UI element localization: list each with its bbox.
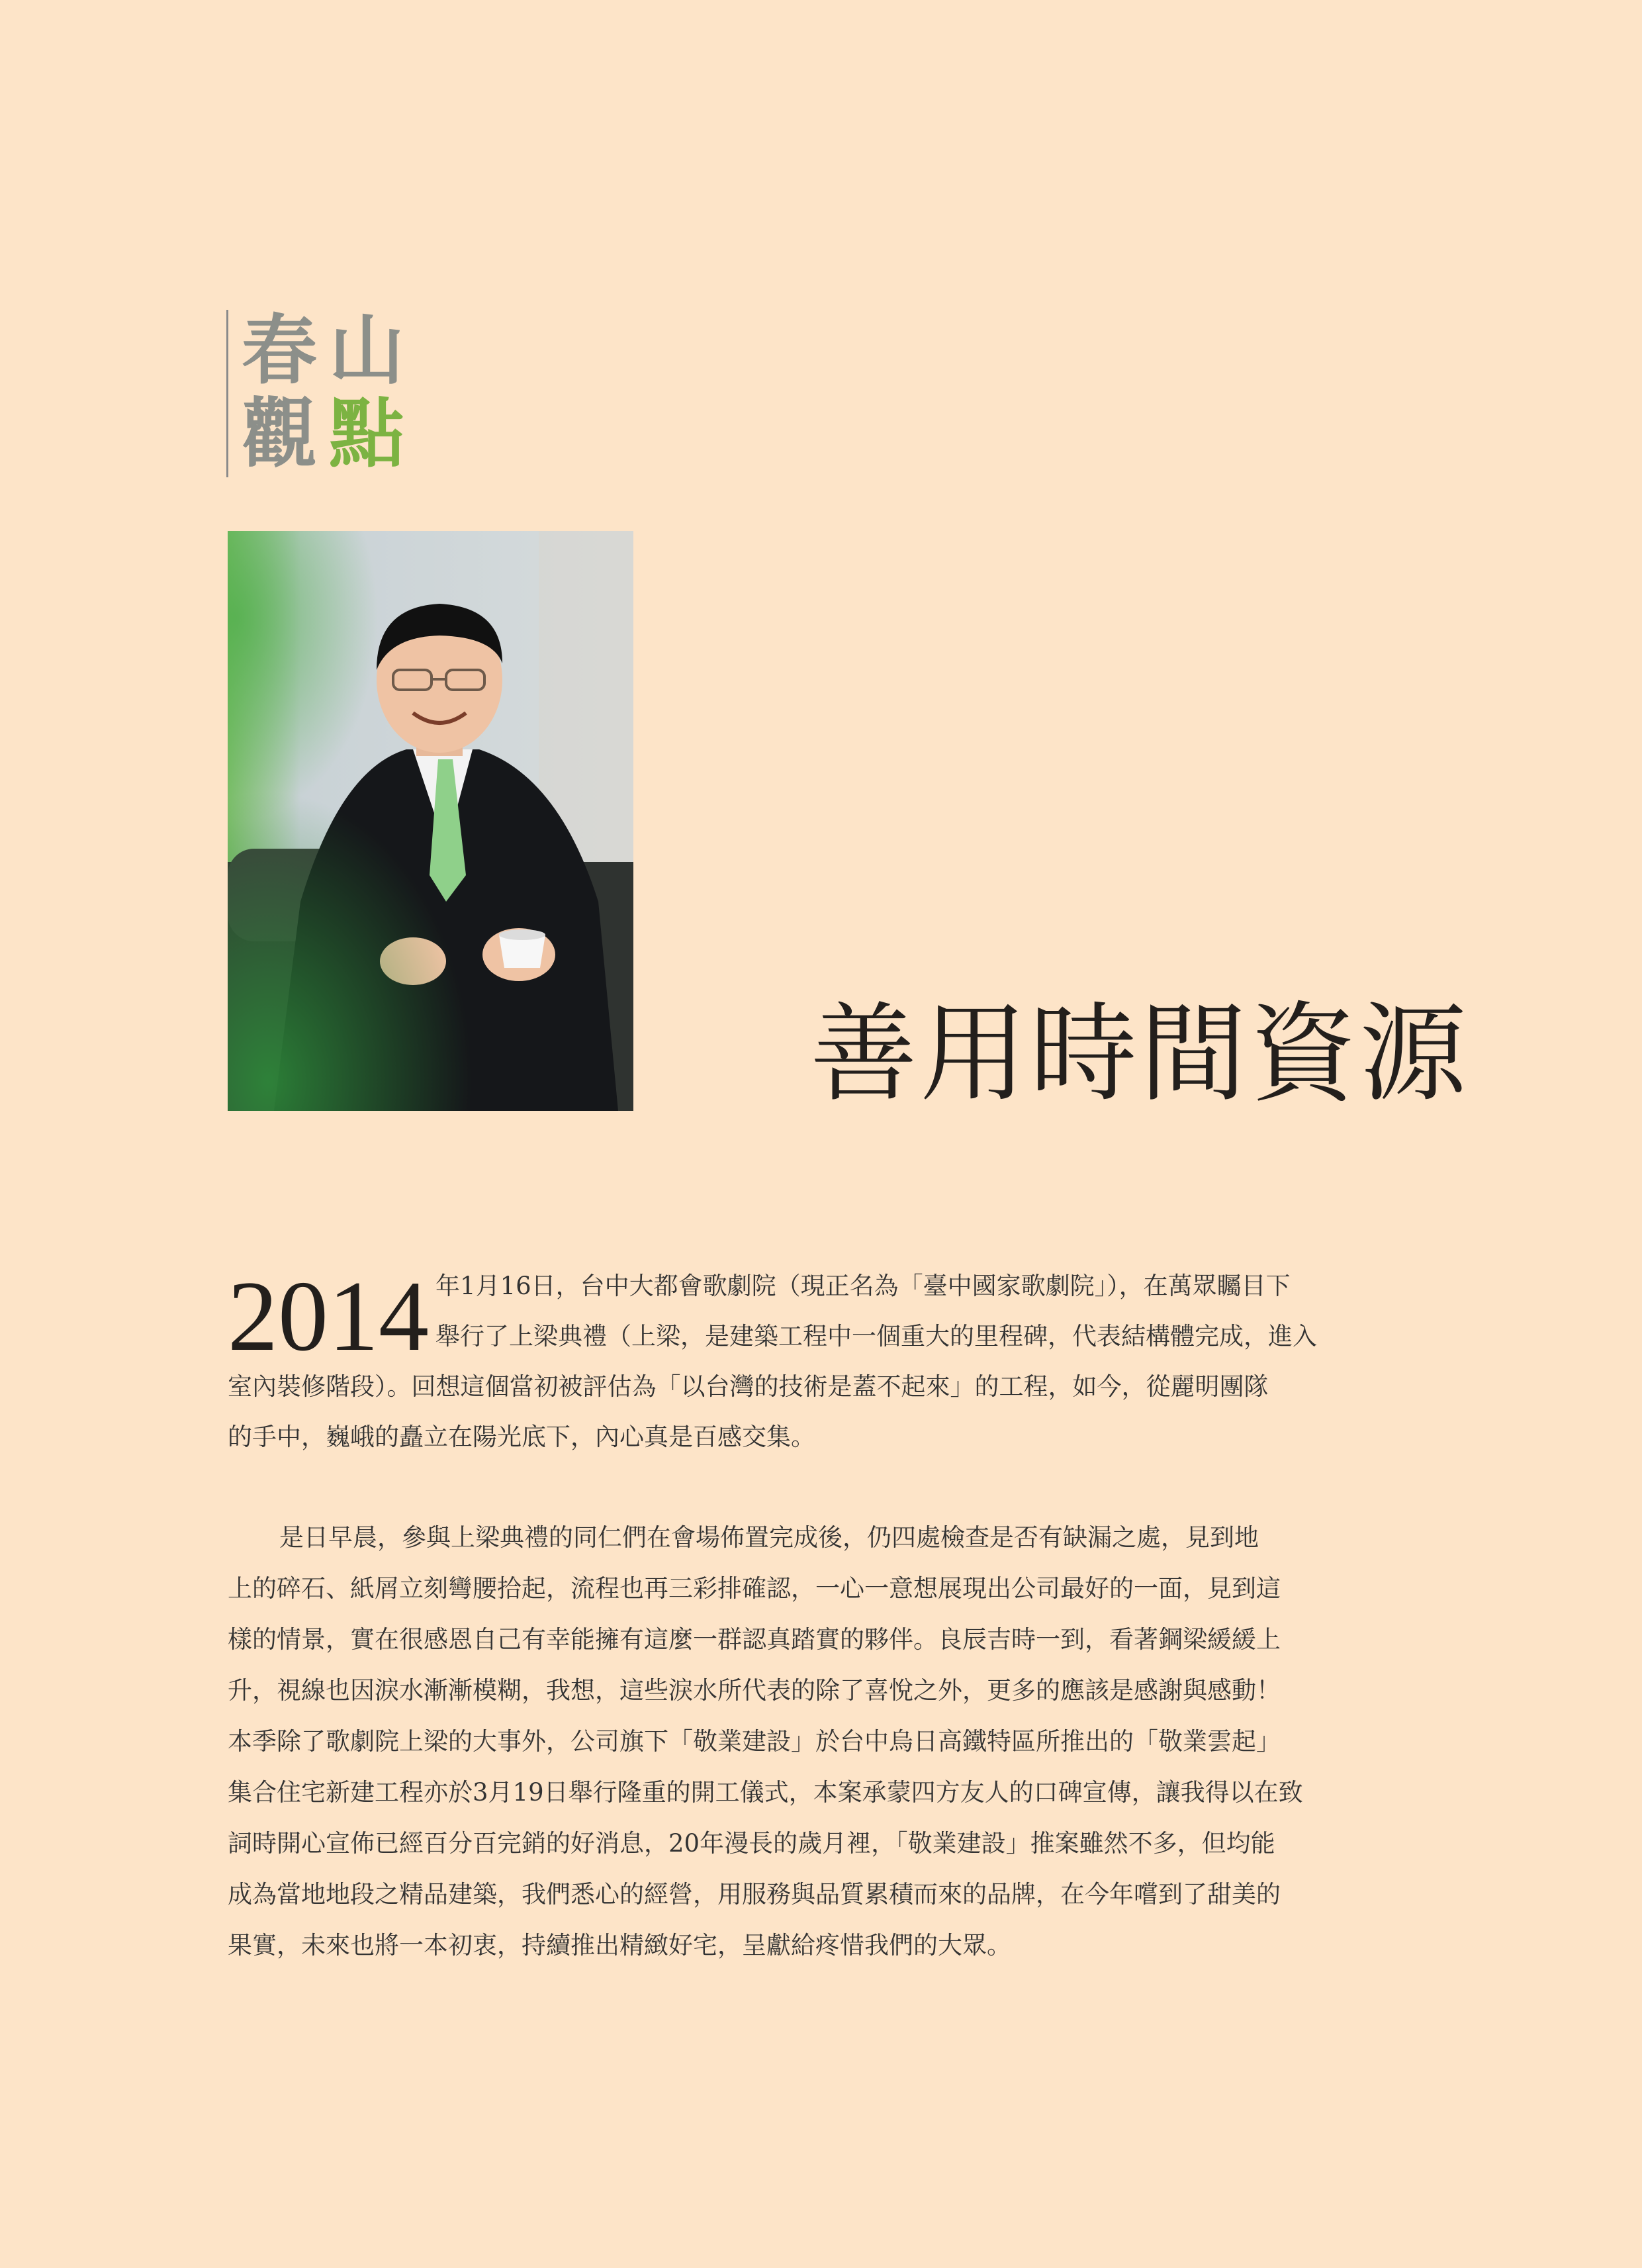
- paragraph2-line: 本季除了歌劇院上梁的大事外，公司旗下「敬業建設」於台中烏日高鐵特區所推出的「敬業雲起」: [228, 1727, 1281, 1756]
- portrait-illustration: [228, 531, 633, 1111]
- logo-char-dian: 點: [329, 389, 405, 478]
- logo-char-shan: 山: [329, 306, 405, 395]
- paragraph1-line: 年1月16日，台中大都會歌劇院（現正名為「臺中國家歌劇院」），在萬眾矚目下: [435, 1272, 1291, 1300]
- logo-char-guan: 觀: [242, 389, 318, 478]
- portrait-photo: [228, 531, 633, 1111]
- paragraph2-line: 果實，未來也將一本初衷，持續推出精緻好宅，呈獻給疼惜我們的大眾。: [228, 1931, 1011, 1960]
- paragraph2-line: 是日早晨，參與上梁典禮的同仁們在會場佈置完成後，仍四處檢查是否有缺漏之處，見到地: [279, 1523, 1259, 1552]
- paragraph2-line: 上的碎石、紙屑立刻彎腰拾起，流程也再三彩排確認，一心一意想展現出公司最好的一面，見到這: [228, 1574, 1281, 1603]
- column-logo: [226, 306, 427, 478]
- dropcap-year: 2014: [228, 1260, 429, 1372]
- paragraph2-line: 詞時開心宣佈已經百分百完銷的好消息，20年漫長的歲月裡，「敬業建設」推案雖然不多，但均能: [228, 1829, 1275, 1858]
- article-headline: 善用時間資源: [810, 992, 1469, 1117]
- paragraph2-line: 集合住宅新建工程亦於3月19日舉行隆重的開工儀式，本案承蒙四方友人的口碑宣傳，讓我得以在致: [228, 1778, 1303, 1807]
- paragraph1-line: 室內裝修階段）。回想這個當初被評估為「以台灣的技術是蓋不起來」的工程，如今，從麗明團隊: [228, 1372, 1269, 1401]
- paragraph2-line: 升，視線也因淚水漸漸模糊，我想，這些淚水所代表的除了喜悅之外，更多的應該是感謝與感動！: [228, 1676, 1281, 1705]
- paragraph2-line: 成為當地地段之精品建築，我們悉心的經營，用服務與品質累積而來的品牌，在今年嚐到了甜美的: [228, 1880, 1281, 1909]
- logo-char-chun: 春: [242, 306, 318, 395]
- paragraph1-line: 舉行了上梁典禮（上梁，是建築工程中一個重大的里程碑，代表結構體完成，進入: [435, 1322, 1317, 1350]
- paragraph2-line: 樣的情景，實在很感恩自己有幸能擁有這麼一群認真踏實的夥伴。良辰吉時一到，看著鋼梁緩緩上: [228, 1625, 1281, 1654]
- paragraph1-line: 的手中，巍峨的矗立在陽光底下，內心真是百感交集。: [228, 1423, 815, 1451]
